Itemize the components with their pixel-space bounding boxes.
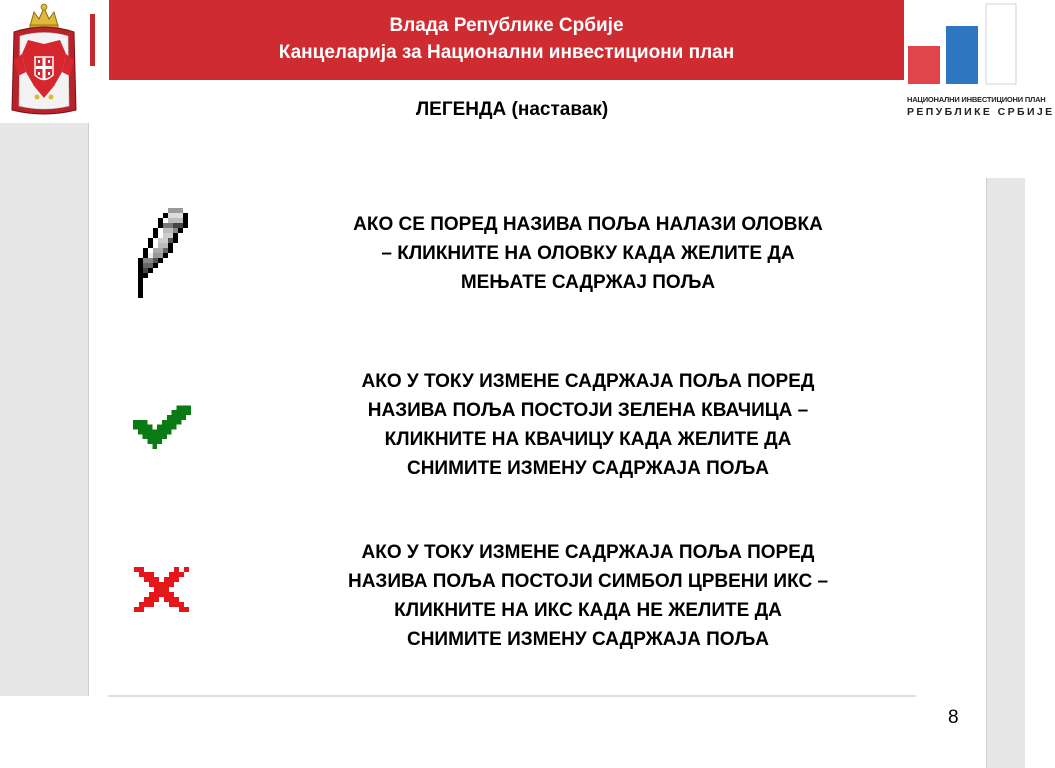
legend-item-check-line: НАЗИВА ПОЉА ПОСТОЈИ ЗЕЛЕНА КВАЧИЦА – <box>367 400 809 421</box>
legend-item-pencil <box>238 210 938 297</box>
pencil-icon <box>138 207 193 299</box>
header-line-1: Влада Републике Србије <box>389 15 624 36</box>
legend-item-x <box>238 538 938 654</box>
logo-line-2: РЕПУБЛИКЕ СРБИЈЕ <box>907 106 1055 118</box>
legend-item-check-line: АКО У ТОКУ ИЗМЕНЕ САДРЖАЈА ПОЉА ПОРЕД <box>361 371 815 392</box>
red-x-icon <box>134 567 189 612</box>
legend-item-x-line: КЛИКНИТЕ НА ИКС КАДА НЕ ЖЕЛИТЕ ДА <box>394 600 782 621</box>
legend-item-pencil-line: – КЛИКНИТЕ НА ОЛОВКУ КАДА ЖЕЛИТЕ ДА <box>381 243 795 264</box>
legend-item-check <box>238 367 938 483</box>
header-banner <box>109 0 904 80</box>
page-number: 8 <box>948 707 959 728</box>
logo-line-1: НАЦИОНАЛНИ ИНВЕСТИЦИОНИ ПЛАН <box>907 95 1046 104</box>
legend-item-x-line: СНИМИТЕ ИЗМЕНУ САДРЖАЈА ПОЉА <box>406 629 770 650</box>
right-side-panel <box>986 178 1025 768</box>
green-check-icon <box>133 404 191 450</box>
legend-item-x-line: НАЗИВА ПОЉА ПОСТОЈИ СИМБОЛ ЦРВЕНИ ИКС – <box>347 571 829 592</box>
header-line-2: Канцеларија за Национални инвестициони план <box>278 42 735 63</box>
page-title: ЛЕГЕНДА (наставак) <box>415 99 609 120</box>
footer-divider <box>108 695 916 697</box>
legend-item-pencil-line: МЕЊАТЕ САДРЖАЈ ПОЉА <box>460 272 716 293</box>
header-accent-bar <box>90 14 95 66</box>
legend-item-x-line: АКО У ТОКУ ИЗМЕНЕ САДРЖАЈА ПОЉА ПОРЕД <box>361 542 815 563</box>
legend-item-check-line: СНИМИТЕ ИЗМЕНУ САДРЖАЈА ПОЉА <box>406 458 770 479</box>
left-side-panel <box>0 123 89 696</box>
legend-item-check-line: КЛИКНИТЕ НА КВАЧИЦУ КАДА ЖЕЛИТЕ ДА <box>384 429 792 450</box>
legend-item-pencil-line: АКО СЕ ПОРЕД НАЗИВА ПОЉА НАЛАЗИ ОЛОВКА <box>353 214 823 235</box>
